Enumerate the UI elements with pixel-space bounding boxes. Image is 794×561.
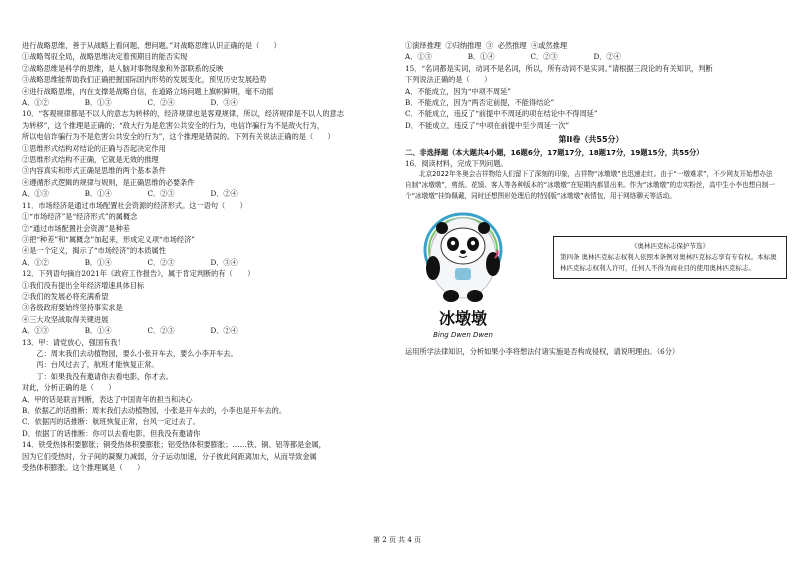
- text-line: 丁：如果我没有邀请你去看电影，你才去。: [22, 371, 173, 381]
- text-line: 受热体积膨胀。这个推理属是（ ）: [22, 463, 145, 473]
- text-line: 10．“客观规律都是不以人的意志为转移的，经济规律也是客观规律，所以，经济规律是不以人的意志: [22, 109, 344, 119]
- text-line: 为转移”，这个推理是正确的；“敌大行为是危害公共安全的行为，电信诈骗行为不是敌火行为，: [22, 120, 325, 130]
- rule-box-text: 第四条 奥林匹克标志权利人依照本条例对奥林匹克标志享有专有权。本标奥林匹克标志权利人许可，任何人不得为商业目的使用奥林匹克标志。: [560, 253, 777, 273]
- text-line: ②战略思维是科学的思维，是人脑对事物现象和外部联系的反映: [22, 63, 224, 73]
- section-title: 第II卷（共55分）: [558, 135, 624, 145]
- q15-line: 下列说法正确的是（ ）: [405, 75, 492, 85]
- text-line: ①我们没有提出全年经济增速具体目标: [22, 280, 145, 290]
- bing-dwen-dwen-mascot-image: [415, 206, 511, 346]
- text-line: 13．甲：请党放心，强国有我！: [22, 337, 125, 347]
- text-line: ④三大攻坚战取得关键进展: [22, 314, 109, 324]
- text-line: ②“通过市场配置社会资源”是种差: [22, 223, 130, 233]
- text-line: 进行战略思维，善于从战略上看问题、想问题。”对战略思维认识正确的是（ ）: [22, 41, 281, 50]
- text-line: 所以电信诈骗行为不是危害公共安全的行为”，这个推理是错误的。下列有关说法正确的是（ ）: [22, 132, 335, 142]
- text-line: ①战略驾驭全局，战略思维决定着预期目的能否实现: [22, 52, 188, 62]
- section-heading: 二、非选择题（本大题共4小题，16题6分，17题17分，18题17分，19题15分，共55分）: [405, 147, 704, 157]
- q16-question: 运用所学法律知识，分析如果小李将想法付诸实施是否构成侵权，请说明理由。（6分）: [405, 347, 680, 357]
- text-line: ③各级政府要始终坚持事实求是: [22, 303, 123, 313]
- text-line: ③内容真实和形式正确是思维的两个基本条件: [22, 166, 166, 176]
- text-line: A．①③ B．①④ C．②③ D．②④: [22, 189, 238, 199]
- mascot-logo-text: 冰墩墩: [438, 309, 488, 329]
- q15-line: A．不能成立，因为“中项不周延”: [405, 86, 511, 96]
- text-line: B．依据乙的话推断：周末我们去动植物园，小张是开车去的，小李也是开车去的。: [22, 406, 287, 415]
- text-line: ③战略思维能帮助我们正确把握国际国内形势的发展变化，预见历史发展趋势: [22, 75, 267, 85]
- text-line: 因为它们受热时，分子间的凝聚力减弱，分子运动加速，分子彼此间距离加大，从而导致金属: [22, 451, 317, 461]
- text-line: 12．下列语句摘自2021年《政府工作报告》，属于肯定判断的有（ ）: [22, 269, 255, 279]
- text-line: C．依据丙的话推断：航班恢复正常，台风一定过去了。: [22, 417, 201, 427]
- question-15: [405, 63, 777, 131]
- page-footer: 第 2 页 共 4 页: [372, 536, 422, 544]
- rule-box-title: 《奥林匹克标志保护节选》: [631, 242, 709, 251]
- text-line: ④进行战略思维，内在支撑是战略自信，在道路立场问题上旗帜鲜明，毫不动摇: [22, 86, 274, 96]
- text-line: A．①② B．①④ C．②③ D．③④: [22, 257, 238, 267]
- text-line: A．甲的话是联言判断，表达了中国青年的担当和决心: [22, 394, 193, 404]
- text-line: 11．市场经济是通过市场配置社会资源的经济形式。这一语句（ ）: [22, 200, 247, 210]
- q15-line: 15．“名词都是实词，动词不是名词，所以，所有动词不是实词。”请根据三段论的有关知识，判断: [405, 63, 713, 73]
- text-line: 对此，分析正确的是（ ）: [22, 383, 116, 393]
- q16-title: 16．阅读材料，完成下列问题。: [405, 159, 508, 169]
- right-column: [405, 40, 777, 358]
- q15-line: B．不能成立，因为“两否定前提，不能得结论”: [405, 98, 555, 108]
- text-line: ④遵循形式逻辑的规律与规则，是正确思维的必要条件: [22, 177, 195, 187]
- left-column: [22, 40, 398, 473]
- q15-line: C．不能成立，违反了“前提中不周延的项在结论中不得周延”: [405, 109, 598, 119]
- q14-options: ①演绎推理 ②归纳推理 ③ 必然推理 ④或然推理: [405, 41, 568, 50]
- mascot-logo-subtext: Bing Dwen Dwen: [433, 331, 493, 340]
- text-line: ①思维形式结构对结论的正确与否起决定作用: [22, 143, 166, 153]
- text-line: D．依据丁的话推断：你可以去看电影，但我没有邀请你: [22, 428, 201, 438]
- text-line: A．①② B．①③ C．②④ D．③④: [22, 98, 238, 108]
- text-line: ③把“种差”和“属概念”加起来，形成定义项“市场经济”: [22, 234, 195, 244]
- q16-material: 北京2022年冬奥会吉祥物给人们留下了深刻的印象，吉祥物“冰墩墩”也迅速走红。由于“一墩难求”，不少网友开始想办法自制“冰墩墩”，剪纸、花馍、客人等各种版本的“冰墩墩”在短期内都冒出来。作为“冰墩墩”的忠实粉丝，高中生小李也想自制一个“冰墩墩”挂饰佩戴，同时还想图形处理后的特别版“冰墩墩”表情包，用于网络聊天等活动。: [405, 170, 775, 201]
- rule-excerpt-box: [553, 236, 787, 279]
- text-line: 丙：台风过去了，航班才能恢复正常。: [22, 360, 159, 370]
- text-line: ④是一个定义，揭示了“市场经济”的本质属性: [22, 246, 166, 256]
- text-line: ②我们的发展必将充满希望: [22, 291, 109, 301]
- figure-row: [405, 206, 777, 346]
- text-line: ②思维形式结构不正确，它就是无效的推理: [22, 155, 159, 165]
- text-line: A．①③ B．①④ C．②③ D．②④: [22, 326, 238, 336]
- q15-line: D．不能成立，违反了“中项在前提中至少周延一次”: [405, 120, 570, 130]
- q14-answers: A．①③ B．①④ C．②③ D．②④: [405, 52, 621, 62]
- text-line: ①“市场经济”是“经济形式”的属概念: [22, 212, 138, 222]
- text-line: 乙：周末我们去动植物园，要么小张开车去，要么小李开车去。: [22, 348, 238, 358]
- text-line: 14．铁受热体积要膨胀；铜受热体积要膨胀；铝受热体积要膨胀；……铁、铜、铝等都是金属，: [22, 440, 326, 450]
